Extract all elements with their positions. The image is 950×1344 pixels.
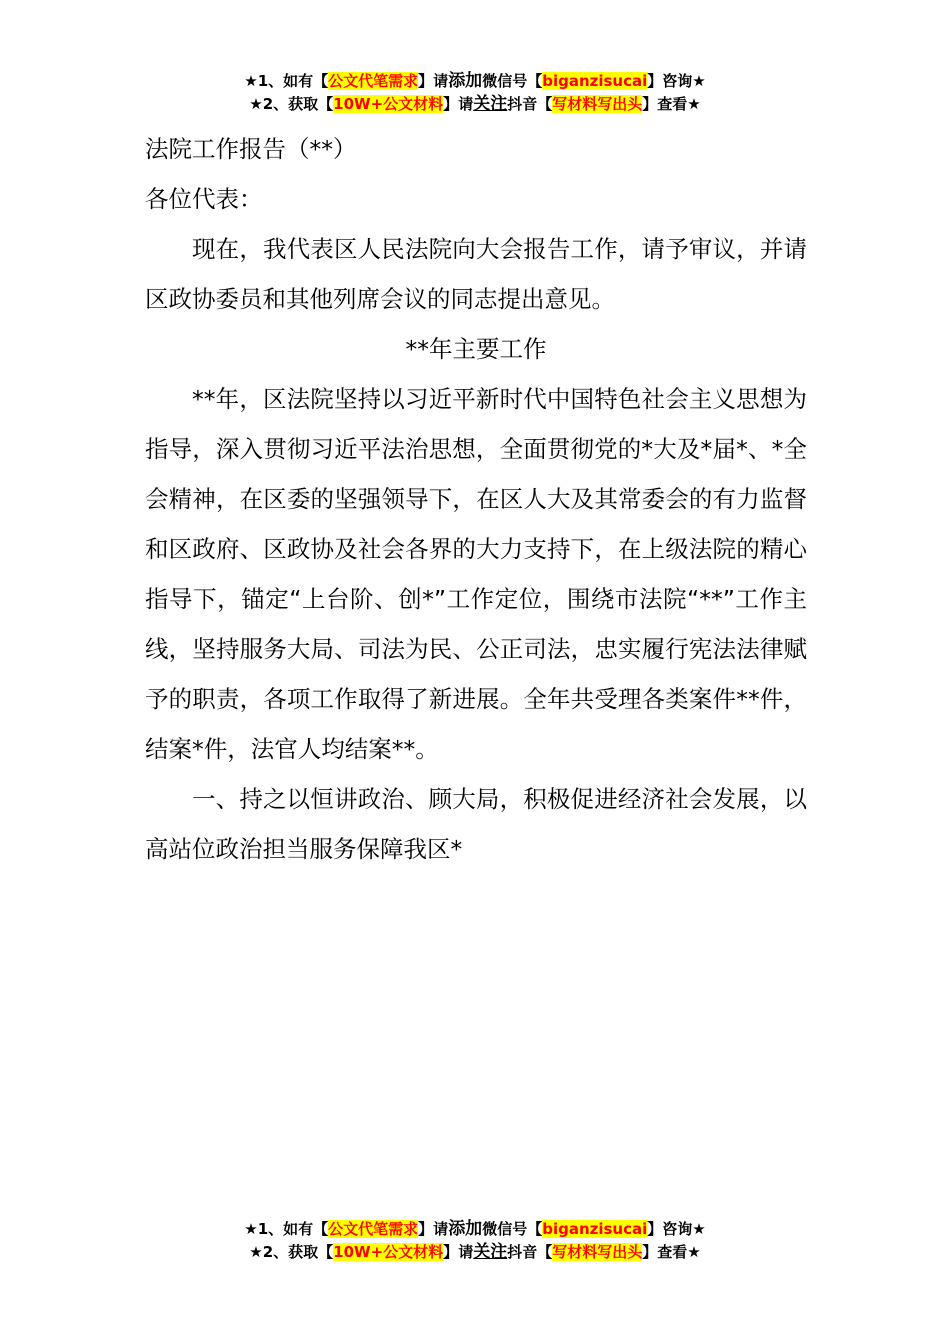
promo-line-1: ★1、如有【公文代笔需求】请添加微信号【biganzisucai】咨询★ xyxy=(244,71,706,91)
promo-banner-top xyxy=(0,70,950,116)
highlight-service: 公文代笔需求 xyxy=(328,72,419,90)
star-icon: ★ xyxy=(249,95,263,113)
highlight-douyin: 写材料写出头 xyxy=(552,95,643,113)
point-one-heading: 一、持之以恒讲政治、顾大局，积极促进经济社会发展，以高站位政治担当服务保障我区* xyxy=(145,785,807,863)
promo-line-2: ★2、获取【10W+公文材料】请关注抖音【写材料写出头】查看★ xyxy=(249,94,701,114)
highlight-service: 公文代笔需求 xyxy=(328,1220,419,1238)
section-heading: **年主要工作 xyxy=(405,335,547,363)
intro-paragraph: 现在，我代表区人民法院向大会报告工作，请予审议，并请区政协委员和其他列席会议的同志提出意见。 xyxy=(145,235,807,313)
highlight-wechat-id: biganzisucai xyxy=(542,72,648,90)
promo-banner-bottom xyxy=(0,1218,950,1264)
document-title: 法院工作报告（**） xyxy=(145,135,357,163)
salutation: 各位代表： xyxy=(145,185,263,213)
document-body xyxy=(145,124,807,874)
highlight-materials: 10W+公文材料 xyxy=(333,1243,444,1261)
highlight-wechat-id: biganzisucai xyxy=(542,1220,648,1238)
star-icon: ★ xyxy=(244,1220,258,1238)
highlight-douyin: 写材料写出头 xyxy=(552,1243,643,1261)
promo-line-2: ★2、获取【10W+公文材料】请关注抖音【写材料写出头】查看★ xyxy=(249,1242,701,1262)
summary-paragraph: **年，区法院坚持以习近平新时代中国特色社会主义思想为指导，深入贯彻习近平法治思想，全面贯彻党的*大及*届*、*全会精神，在区委的坚强领导下，在区人大及其常委会的有力监督和区政府、区政协及社会各界的大力支持下，在上级法院的精心指导下，锚定“上台阶、创*”工作定位，围绕市法院“**”工作主线，坚持服务大局、司法为民、公正司法，忠实履行宪法法律赋予的职责，各项工作取得了新进展。全年共受理各类案件**件，结案*件，法官人均结案**。 xyxy=(145,385,807,763)
star-icon: ★ xyxy=(244,72,258,90)
star-icon: ★ xyxy=(249,1243,263,1261)
promo-line-1: ★1、如有【公文代笔需求】请添加微信号【biganzisucai】咨询★ xyxy=(244,1219,706,1239)
highlight-materials: 10W+公文材料 xyxy=(333,95,444,113)
